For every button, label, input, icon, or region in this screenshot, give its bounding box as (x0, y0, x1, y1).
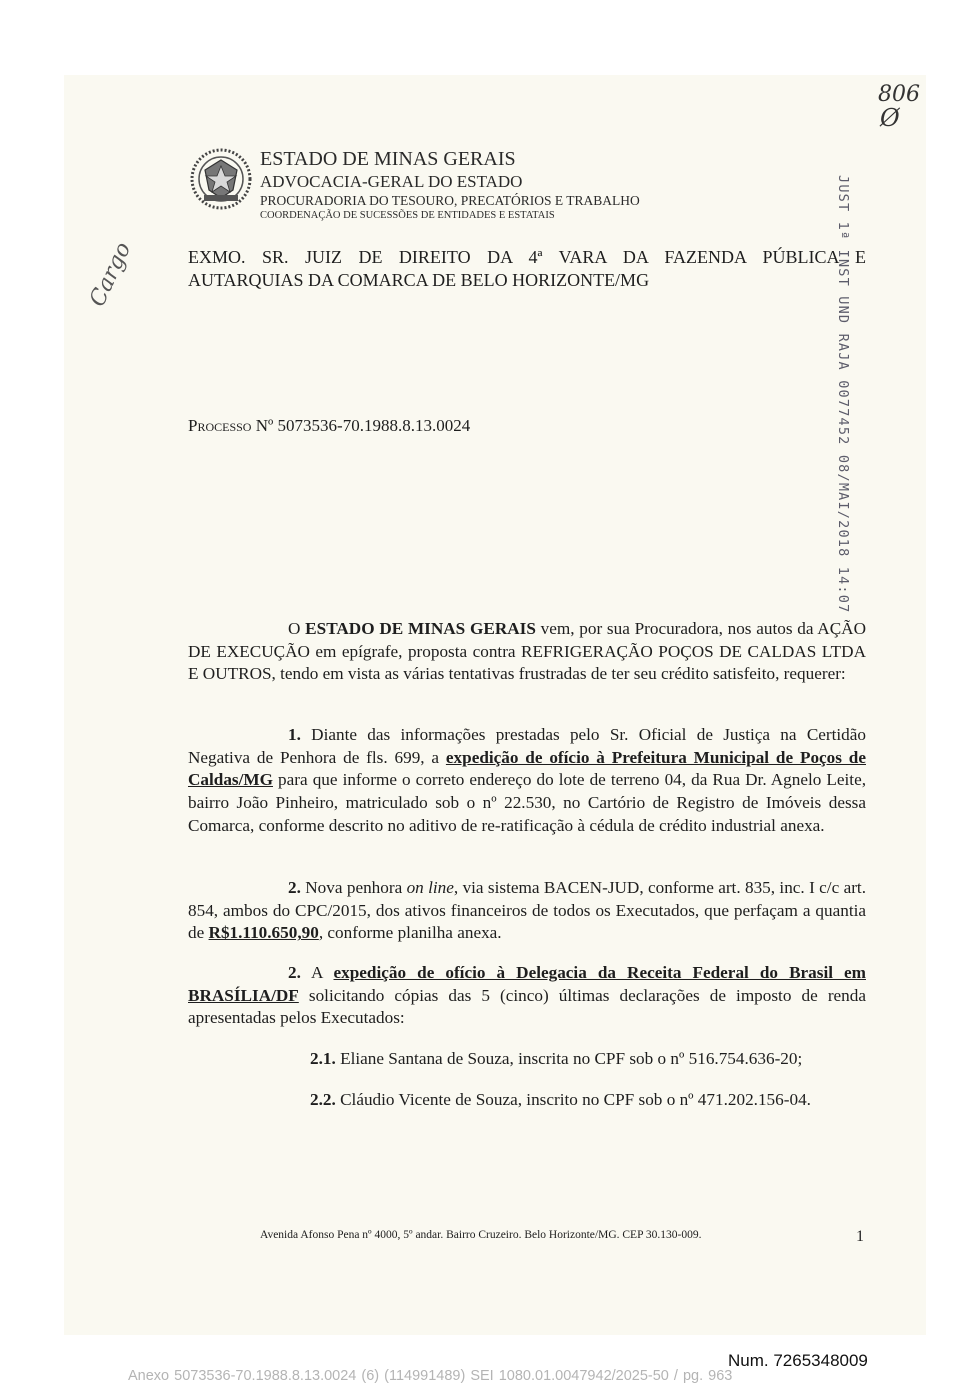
handwritten-margin-note: Cargo (85, 238, 137, 311)
item-2b-highlight: expedição de ofício à Delegacia da Receita Federal do Brasil em BRASÍLIA/DF (188, 963, 866, 1005)
coat-of-arms-icon (190, 148, 252, 210)
request-item-2a (188, 877, 866, 945)
item-2a-online: on line (406, 878, 454, 897)
process-number (188, 416, 470, 436)
header-coordination: COORDENAÇÃO DE SUCESSÕES DE ENTIDADES E ESTATAIS (260, 210, 555, 221)
item-2a-amount: R$1.110.650,90 (208, 923, 319, 943)
sub-item-2-2-text: Cláudio Vicente de Souza, inscrito no CPF sob o nº 471.202.156-04. (335, 1090, 811, 1109)
court-receipt-stamp: JUST 1ª INST UND RAJA 0077452 08/MAI/2018 14:07 (835, 175, 851, 614)
handwritten-folio: 806 (878, 82, 920, 107)
intro-paragraph (188, 618, 866, 686)
item-2a-text-3: , conforme planilha anexa. (318, 923, 502, 943)
request-item-1 (188, 724, 866, 838)
request-item-2b (188, 962, 866, 1030)
header-department: PROCURADORIA DO TESOURO, PRECATÓRIOS E TRABALHO (260, 193, 640, 208)
document-id: Num. 7265348009 (728, 1351, 868, 1370)
sub-item-2-1-number: 2.1. (310, 1049, 336, 1068)
intro-state-name: ESTADO DE MINAS GERAIS (305, 619, 536, 638)
handwritten-mark: Ø (880, 104, 900, 132)
item-2b-number: 2. (288, 963, 301, 982)
intro-text-1: O (288, 619, 306, 638)
item-1-text-1: Diante das informações prestadas pelo Sr. Oficial de Justiça na Certidão Negativa de Penhora de fls. 699, a (188, 725, 866, 767)
item-2b-text-2: solicitando cópias das 5 (cinco) últimas declarações de imposto de renda apresentadas pelos Executados: (188, 985, 866, 1028)
process-label: Processo (188, 416, 252, 435)
sub-item-2-2-number: 2.2. (310, 1090, 336, 1109)
item-1-highlight: expedição de ofício à Prefeitura Municipal de Poços de Caldas/MG (188, 747, 866, 790)
process-value: Nº 5073536-70.1988.8.13.0024 (255, 416, 471, 435)
item-1-text-2: para que informe o correto endereço do lote de terreno 04, da Rua Dr. Agnelo Leite, bairro João Pinheiro, matriculado sob o nº 22.530, no Cartório de Registro de Imóveis dessa Comarca, conforme descrito no aditivo de re-ratificação à cédula de crédito industrial anexa. (188, 770, 866, 835)
sub-item-2-2 (188, 1089, 866, 1112)
page-number: 1 (856, 1228, 864, 1245)
sub-item-2-1 (188, 1048, 866, 1071)
header-state: ESTADO DE MINAS GERAIS (260, 148, 516, 170)
item-2b-text-1: A (300, 963, 334, 982)
header-agency: ADVOCACIA-GERAL DO ESTADO (260, 172, 523, 191)
sub-item-2-1-text: Eliane Santana de Souza, inscrita no CPF sob o nº 516.754.636-20; (335, 1049, 803, 1068)
addressee (188, 246, 866, 292)
addressee-line-1: EXMO. SR. JUIZ DE DIREITO DA 4ª VARA DA FAZENDA PÚBLICA E (188, 247, 866, 267)
annex-watermark: Anexo 5073536-70.1988.8.13.0024 (6) (114991489) SEI 1080.01.0047942/2025-50 / pg. 963 (128, 1368, 733, 1384)
item-1-number: 1. (288, 725, 301, 744)
addressee-line-2: AUTARQUIAS DA COMARCA DE BELO HORIZONTE/MG (188, 270, 650, 290)
item-2a-number: 2. (288, 878, 301, 897)
intro-text-2: vem, por sua Procuradora, nos autos da AÇÃO DE EXECUÇÃO em epígrafe, proposta contra REFRIGERAÇÃO POÇOS DE CALDAS LTDA E OUTROS, tendo em vista as várias tentativas frustradas de ter seu crédito satisfeito, requerer: (188, 619, 866, 684)
item-2a-text-2: , via sistema BACEN-JUD, conforme art. 835, inc. I c/c art. 854, ambos do CPC/2015, dos ativos financeiros de todos os Executados, que perfaçam a quantia de (188, 878, 866, 943)
footer-address: Avenida Afonso Pena nº 4000, 5º andar. Bairro Cruzeiro. Belo Horizonte/MG. CEP 30.130-009. (260, 1229, 702, 1241)
item-2a-text-1: Nova penhora (300, 878, 407, 897)
